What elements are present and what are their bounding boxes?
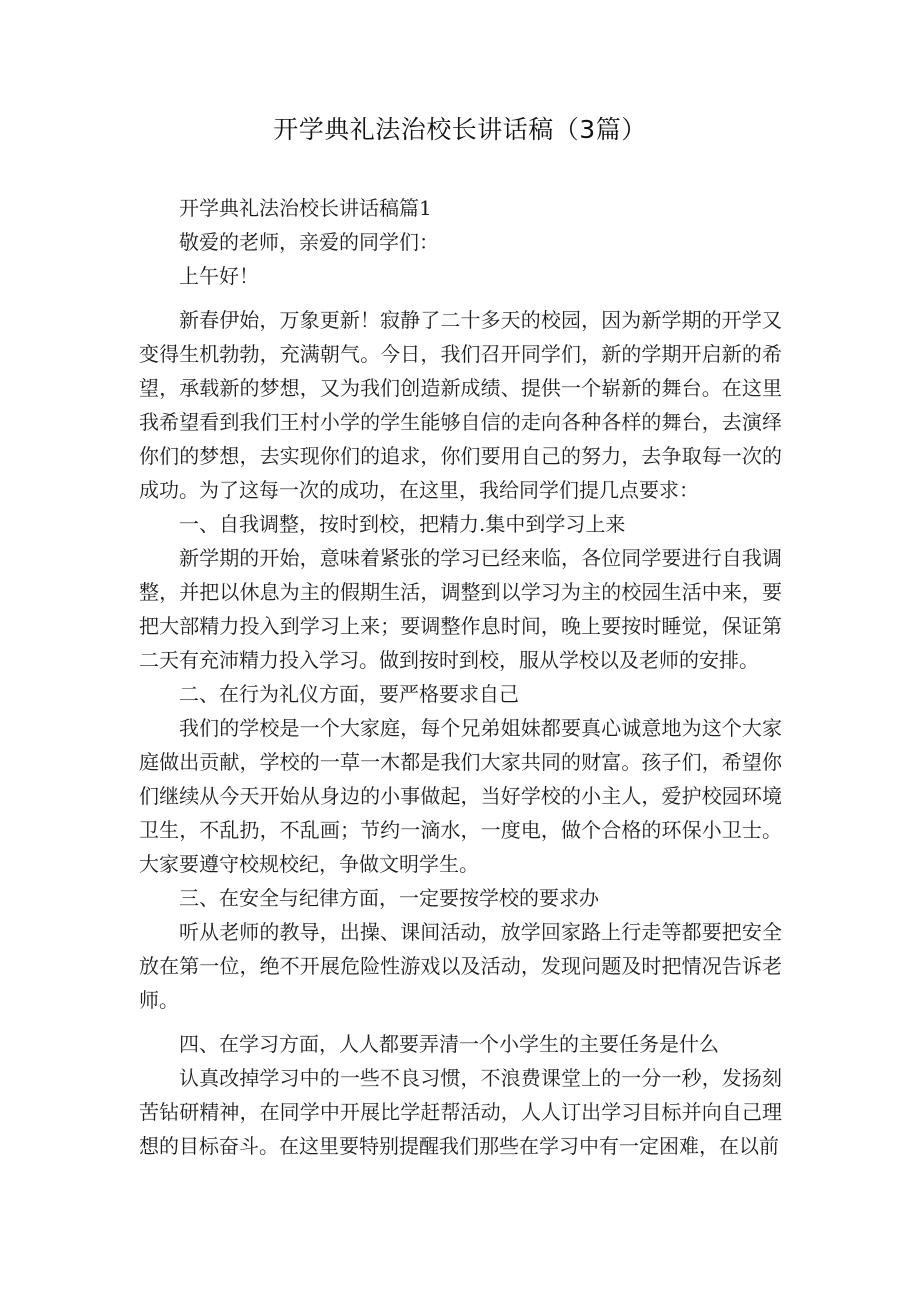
paragraph: 我们的学校是一个大家庭，每个兄弟姐妹都要真心诚意地为这个大家庭做出贡献，学校的一草一木都是我们大家共同的财富。孩子们，希望你们继续从今天开始从身边的小事做起，当好学校的小主人，爱护校园环境卫生，不乱扔，不乱画；节约一滴水，一度电，做个合格的环保小卫士。大家要遵守校规校纪，争做文明学生。 <box>139 716 782 876</box>
paragraph: 认真改掉学习中的一些不良习惯，不浪费课堂上的一分一秒，发扬刻苦钻研精神，在同学中开展比学赶帮活动，人人订出学习目标并向自己理想的目标奋斗。在这里要特别提醒我们那些在学习中有一定困难，在以前 <box>139 1066 782 1158</box>
document-title: 开学典礼法治校长讲话稿（3篇） <box>273 115 647 144</box>
salutation: 敬爱的老师，亲爱的同学们： <box>179 230 439 254</box>
subheading: 三、在安全与纪律方面，一定要按学校的要求办 <box>179 886 599 910</box>
document-body <box>139 191 782 1163</box>
paragraph: 新学期的开始，意味着紧张的学习已经来临，各位同学要进行自我调整，并把以休息为主的假期生活，调整到以学习为主的校园生活中来，要把大部精力投入到学习上来；要调整作息时间，晚上要按时睡觉，保证第二天有充沛精力投入学习。做到按时到校，服从学校以及老师的安排。 <box>139 546 782 672</box>
greeting: 上午好！ <box>179 264 259 288</box>
section-heading: 开学典礼法治校长讲话稿篇1 <box>179 196 432 220</box>
paragraph: 新春伊始，万象更新！寂静了二十多天的校园，因为新学期的开学又变得生机勃勃，充满朝气。今日，我们召开同学们，新的学期开启新的希望，承载新的梦想，又为我们创造新成绩、提供一个崭新的舞台。在这里我希望看到我们王村小学的学生能够自信的走向各种各样的舞台，去演绎你们的梦想，去实现你们的追求，你们要用自己的努力，去争取每一次的成功。为了这每一次的成功，在这里，我给同学们提几点要求： <box>139 308 782 502</box>
subheading: 四、在学习方面，人人都要弄清一个小学生的主要任务是什么 <box>179 1032 719 1056</box>
subheading: 一、自我调整，按时到校，把精力.集中到学习上来 <box>179 512 626 536</box>
paragraph: 听从老师的教导，出操、课间活动，放学回家路上行走等都要把安全放在第一位，绝不开展危险性游戏以及活动，发现问题及时把情况告诉老师。 <box>139 920 782 1012</box>
subheading: 二、在行为礼仪方面，要严格要求自己 <box>179 682 519 706</box>
